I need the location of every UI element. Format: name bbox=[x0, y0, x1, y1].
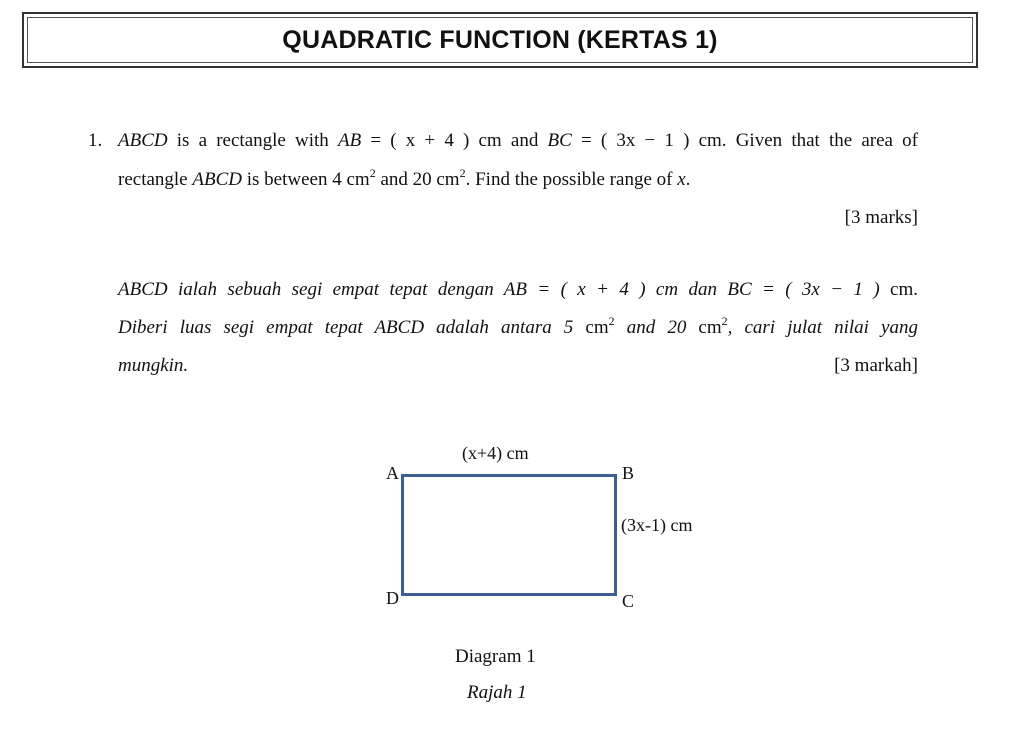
bm-line1: ABCD ialah sebuah segi empat tepat dengan AB = ( x + 4 ) cm dan BC = ( 3x − 1 ) bbox=[118, 279, 880, 300]
text-given: cm. Given that the area of bbox=[698, 130, 918, 151]
var-x: x bbox=[677, 169, 686, 190]
question-bm-line-1 bbox=[118, 278, 918, 302]
text-intro: is a rectangle with bbox=[167, 130, 338, 151]
question-bm-line-3: mungkin. bbox=[118, 355, 189, 376]
rectangle-diagram bbox=[350, 432, 750, 632]
diagram-caption-en: Diagram 1 bbox=[455, 646, 536, 667]
vertex-a: A bbox=[386, 463, 399, 483]
text-and: and bbox=[501, 130, 548, 151]
rect-name: ABCD bbox=[118, 130, 168, 151]
bm-line1-unit: cm. bbox=[879, 279, 919, 300]
unit-cm: cm bbox=[478, 130, 502, 151]
diagram-caption-bm: Rajah 1 bbox=[467, 682, 527, 703]
rect-name-2: ABCD bbox=[192, 169, 242, 190]
top-side-label: (x+4) cm bbox=[462, 443, 529, 463]
line2-suffix: . Find the possible range of bbox=[465, 169, 678, 190]
sq-b: 2 bbox=[459, 166, 466, 180]
marks-bm: [3 markah] bbox=[834, 355, 918, 376]
bm-line2-c: , cari julat nilai yang bbox=[727, 317, 918, 338]
title-box bbox=[22, 12, 978, 68]
line2-and: and 20 bbox=[375, 169, 437, 190]
line2-prefix: rectangle bbox=[118, 169, 193, 190]
question-number: 1. bbox=[88, 130, 103, 151]
sq-a: 2 bbox=[369, 166, 376, 180]
ab-label: AB bbox=[337, 130, 362, 151]
rectangle-abcd bbox=[401, 474, 617, 596]
bm-line2-b: and 20 bbox=[614, 317, 699, 338]
bm-unit-cm2-b: cm bbox=[698, 317, 722, 338]
marks-en: [3 marks] bbox=[844, 207, 918, 228]
bm-line2-a: Diberi luas segi empat tepat ABCD adalah antara 5 bbox=[118, 317, 586, 338]
bc-label: BC bbox=[547, 130, 572, 151]
period: . bbox=[685, 169, 691, 190]
vertex-c: C bbox=[622, 591, 635, 611]
vertex-d: D bbox=[386, 588, 399, 608]
bc-expr: = ( 3x − 1 ) bbox=[571, 130, 699, 151]
question-en-line-1 bbox=[118, 129, 918, 153]
page-title: QUADRATIC FUNCTION (KERTAS 1) bbox=[282, 25, 718, 54]
question-bm-line-2 bbox=[118, 316, 918, 340]
question-en-line-2 bbox=[118, 168, 690, 192]
unit-cm2-b: cm bbox=[436, 169, 460, 190]
bm-sq-a: 2 bbox=[608, 314, 615, 328]
bm-sq-b: 2 bbox=[721, 314, 728, 328]
right-side-label: (3x-1) cm bbox=[621, 515, 693, 535]
bm-unit-cm2-a: cm bbox=[585, 317, 609, 338]
line2-between: is between 4 bbox=[241, 169, 347, 190]
unit-cm2-a: cm bbox=[346, 169, 370, 190]
vertex-b: B bbox=[622, 463, 635, 483]
ab-expr: = ( x + 4 ) bbox=[361, 130, 479, 151]
